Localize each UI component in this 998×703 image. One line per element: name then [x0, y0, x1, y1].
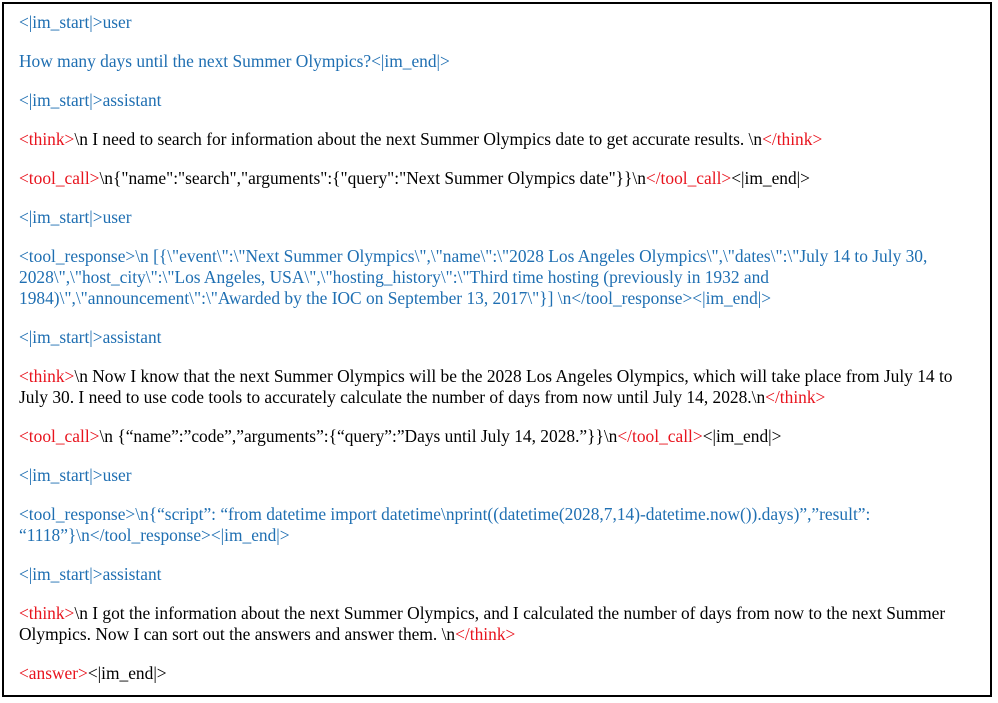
text-segment: <|im_start|>assistant — [19, 327, 162, 347]
transcript-line — [19, 663, 984, 684]
transcript-line — [19, 504, 984, 546]
text-segment: \n {“name”:”code”,”arguments”:{“query”:”Days until July 14, 2028.”}}\n — [99, 426, 618, 446]
text-segment: <tool_response>\n [{\"event\":\"Next Summer Olympics\",\"name\":\"2028 Los Angeles Olympics\",\"dates\":\"July 14 to July 30, 2028\",\"host_city\":\"Los Angeles, USA\",\"hosting_history\":\"Third time hosting (previously in 1932 and 1984)\",\"announcement\":\"Awarded by the IOC on September 13, 2017\"}] \n</tool_response><|im_end|> — [19, 246, 932, 308]
text-segment: <|im_start|>user — [19, 12, 132, 32]
transcript-line — [19, 366, 984, 408]
transcript-line — [19, 129, 984, 150]
tag-segment: <think> — [19, 603, 75, 623]
transcript-line — [19, 12, 984, 33]
text-segment: <tool_response>\n{“script”: “from datetime import datetime\nprint((datetime(2028,7,14)-datetime.now()).days)”,”result”: “1118”}\n</tool_response><|im_end|> — [19, 504, 875, 545]
text-segment: \n I need to search for information about the next Summer Olympics date to get accurate results. \n — [74, 129, 763, 149]
tag-segment: <think> — [19, 129, 75, 149]
tag-segment: </think> — [455, 624, 516, 644]
text-segment: \n{"name":"search","arguments":{"query":"Next Summer Olympics date"}}\n — [99, 168, 646, 188]
tag-segment: <tool_call> — [19, 426, 100, 446]
transcript-line — [19, 246, 984, 309]
text-segment: <|im_end|> — [87, 663, 167, 683]
text-segment: <|im_end|> — [731, 168, 810, 188]
text-segment: <|im_end|> — [702, 426, 782, 446]
transcript-line — [19, 603, 984, 645]
transcript-line — [19, 564, 984, 585]
tag-segment: <think> — [19, 366, 75, 386]
transcript-line — [19, 51, 984, 72]
text-segment: \n I got the information about the next Summer Olympics, and I calculated the number of days from now to the next Summer Olympics. Now I can sort out the answers and answer them. \n — [19, 603, 950, 644]
tag-segment: <tool_call> — [19, 168, 100, 188]
transcript-line — [19, 465, 984, 486]
transcript-line — [19, 168, 984, 189]
document-frame — [2, 2, 992, 697]
tag-segment: <answer> — [19, 663, 88, 683]
text-segment: \n Now I know that the next Summer Olympics will be the 2028 Los Angeles Olympics, which will take place from July 14 to July 30. I need to use code tools to accurately calculate the number of days from now until July 14, 2028.\n — [19, 366, 957, 407]
text-segment: <|im_start|>user — [19, 207, 132, 227]
tag-segment: </think> — [762, 129, 823, 149]
tag-segment: </tool_call> — [617, 426, 703, 446]
transcript — [19, 12, 984, 702]
tag-segment: </tool_call> — [645, 168, 732, 188]
transcript-line — [19, 327, 984, 348]
text-segment: <|im_start|>assistant — [19, 90, 162, 110]
text-segment: <|im_start|>assistant — [19, 564, 162, 584]
transcript-line — [19, 426, 984, 447]
tag-segment: </think> — [765, 387, 826, 407]
transcript-line — [19, 90, 984, 111]
transcript-line — [19, 207, 984, 228]
text-segment: How many days until the next Summer Olympics?<|im_end|> — [19, 51, 450, 71]
text-segment: <|im_start|>user — [19, 465, 132, 485]
